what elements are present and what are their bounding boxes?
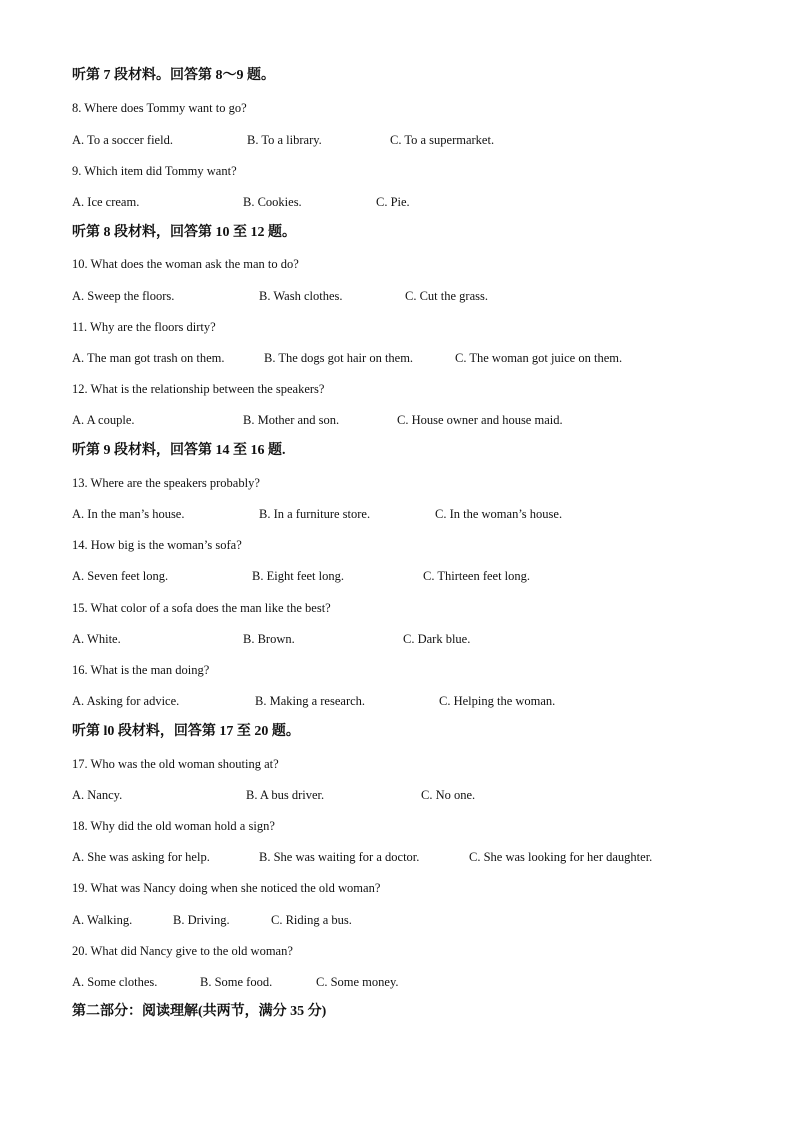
option-a: A. The man got trash on them.: [72, 351, 225, 365]
option-c: C. Helping the woman.: [439, 694, 556, 708]
option-a: A. In the man’s house.: [72, 507, 185, 521]
option-b: B. To a library.: [247, 133, 322, 147]
option-b: B. The dogs got hair on them.: [264, 351, 414, 365]
option-a: A. White.: [72, 632, 121, 646]
option-b: B. Some food.: [200, 975, 273, 989]
option-c: C. To a supermarket.: [390, 133, 495, 147]
option-a: A. Asking for advice.: [72, 694, 180, 708]
option-c: C. Riding a bus.: [271, 913, 352, 927]
option-a: A. To a soccer field.: [72, 133, 173, 147]
option-a: A. Sweep the floors.: [72, 289, 175, 303]
option-b: B. Wash clothes.: [259, 289, 343, 303]
option-a: A. Walking.: [72, 913, 133, 927]
option-a: A. She was asking for help.: [72, 850, 210, 864]
option-b: B. Driving.: [173, 913, 230, 927]
option-a: A. Seven feet long.: [72, 569, 169, 583]
option-b: B. She was waiting for a doctor.: [259, 850, 420, 864]
option-c: C. House owner and house maid.: [397, 413, 563, 427]
section-heading-8: 听第 8 段材料，回答第 10 至 12 题。: [72, 225, 296, 240]
question-12: 12. What is the relationship between the speakers?: [72, 382, 325, 396]
option-c: C. She was looking for her daughter.: [469, 850, 653, 864]
question-16: 16. What is the man doing?: [72, 663, 210, 677]
option-b: B. Mother and son.: [243, 413, 340, 427]
option-c: C. Some money.: [316, 975, 399, 989]
section-heading-7: 听第 7 段材料。回答第 8～9 题。: [72, 68, 275, 83]
option-b: B. Eight feet long.: [252, 569, 344, 583]
question-13: 13. Where are the speakers probably?: [72, 476, 260, 490]
option-c: C. In the woman’s house.: [435, 507, 563, 521]
option-c: C. The woman got juice on them.: [455, 351, 623, 365]
option-a: A. A couple.: [72, 413, 135, 427]
section-heading-9: 听第 9 段材料，回答第 14 至 16 题.: [72, 443, 286, 458]
option-b: B. A bus driver.: [246, 788, 325, 802]
option-b: B. Brown.: [243, 632, 295, 646]
option-c: C. Dark blue.: [403, 632, 471, 646]
option-c: C. Thirteen feet long.: [423, 569, 531, 583]
option-b: B. Making a research.: [255, 694, 366, 708]
option-c: C. Pie.: [376, 195, 410, 209]
question-10: 10. What does the woman ask the man to do?: [72, 257, 299, 271]
question-19: 19. What was Nancy doing when she noticed the old woman?: [72, 881, 381, 895]
option-c: C. Cut the grass.: [405, 289, 488, 303]
question-14: 14. How big is the woman’s sofa?: [72, 538, 242, 552]
option-b: B. In a furniture store.: [259, 507, 371, 521]
part-two-heading: 第二部分：阅读理解(共两节，满分 35 分): [72, 1004, 327, 1019]
question-18: 18. Why did the old woman hold a sign?: [72, 819, 275, 833]
option-a: A. Some clothes.: [72, 975, 158, 989]
option-c: C. No one.: [421, 788, 476, 802]
question-15: 15. What color of a sofa does the man like the best?: [72, 601, 331, 615]
option-a: A. Ice cream.: [72, 195, 140, 209]
question-17: 17. Who was the old woman shouting at?: [72, 757, 279, 771]
question-8: 8. Where does Tommy want to go?: [72, 101, 247, 115]
option-a: A. Nancy.: [72, 788, 123, 802]
option-b: B. Cookies.: [243, 195, 302, 209]
question-11: 11. Why are the floors dirty?: [72, 320, 216, 334]
question-9: 9. Which item did Tommy want?: [72, 164, 237, 178]
question-20: 20. What did Nancy give to the old woman?: [72, 944, 293, 958]
section-heading-10: 听第 l0 段材料，回答第 17 至 20 题。: [72, 724, 300, 739]
